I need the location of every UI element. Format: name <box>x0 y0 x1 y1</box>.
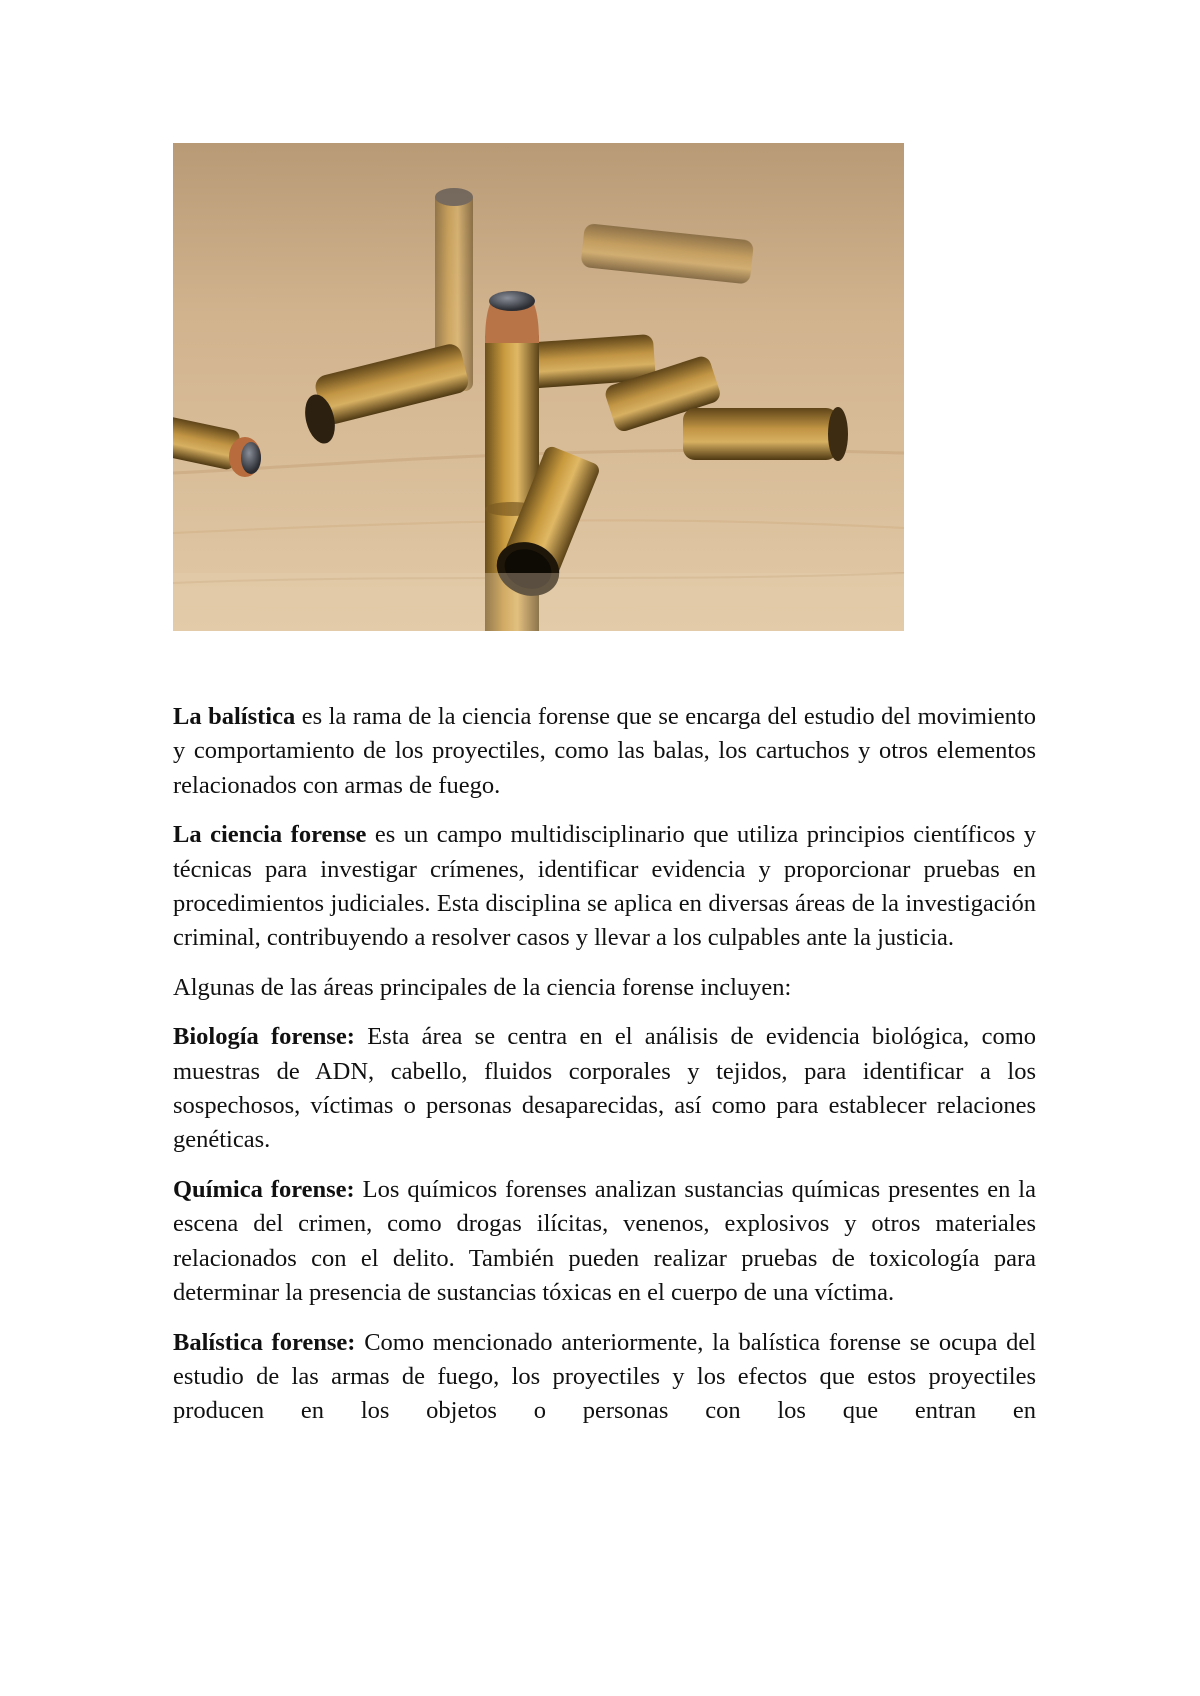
text-ciencia-forense: es un campo multidisciplinario que utiliza principios científicos y técnicas para investigar crímenes, identificar evidencia y proporcionar pruebas en procedimientos judiciales. Esta disciplina se aplica en diversas áreas de la investigación criminal, contribuyendo a resolver casos y llevar a los culpables ante la justicia. <box>173 821 1036 952</box>
text-balistica: es la rama de la ciencia forense que se encarga del estudio del movimiento y comportamiento de los proyectiles, como las balas, los cartuchos y otros elementos relacionados con armas de fuego. <box>173 703 1036 799</box>
term-ciencia-forense: La ciencia forense <box>173 821 367 849</box>
bullets-photo <box>173 143 904 631</box>
term-balistica-forense: Balística forense: <box>173 1328 356 1356</box>
document-body <box>173 700 1036 1444</box>
paragraph-quimica <box>173 1173 1036 1311</box>
text-quimica: Los químicos forenses analizan sustancias químicas presentes en la escena del crimen, como drogas ilícitas, venenos, explosivos y otros materiales relacionados con el delito. También pueden realizar pruebas de toxicología para determinar la presencia de sustancias tóxicas en el cuerpo de una víctima. <box>173 1175 1036 1307</box>
bullets-photo-icon <box>173 143 904 631</box>
paragraph-areas-intro <box>173 971 1036 1005</box>
paragraph-balistica-forense <box>173 1326 1036 1429</box>
text-biologia: Esta área se centra en el análisis de evidencia biológica, como muestras de ADN, cabello, fluidos corporales y tejidos, para identificar a los sospechosos, víctimas o personas desaparecidas, así como para establecer relaciones genéticas. <box>173 1023 1037 1154</box>
text-areas-intro: Algunas de las áreas principales de la ciencia forense incluyen: <box>173 973 792 1001</box>
paragraph-biologia <box>173 1020 1036 1158</box>
term-quimica: Química forense: <box>173 1175 355 1203</box>
term-biologia: Biología forense: <box>173 1023 355 1051</box>
term-balistica: La balística <box>173 703 296 730</box>
text-balistica-forense: Como mencionado anteriormente, la balística forense se ocupa del estudio de las armas de fuego, los proyectiles y los efectos que estos proyectiles producen en los objetos o personas con los que entran en <box>173 1328 1036 1425</box>
paragraph-balistica <box>173 700 1036 803</box>
paragraph-ciencia-forense <box>173 818 1036 956</box>
